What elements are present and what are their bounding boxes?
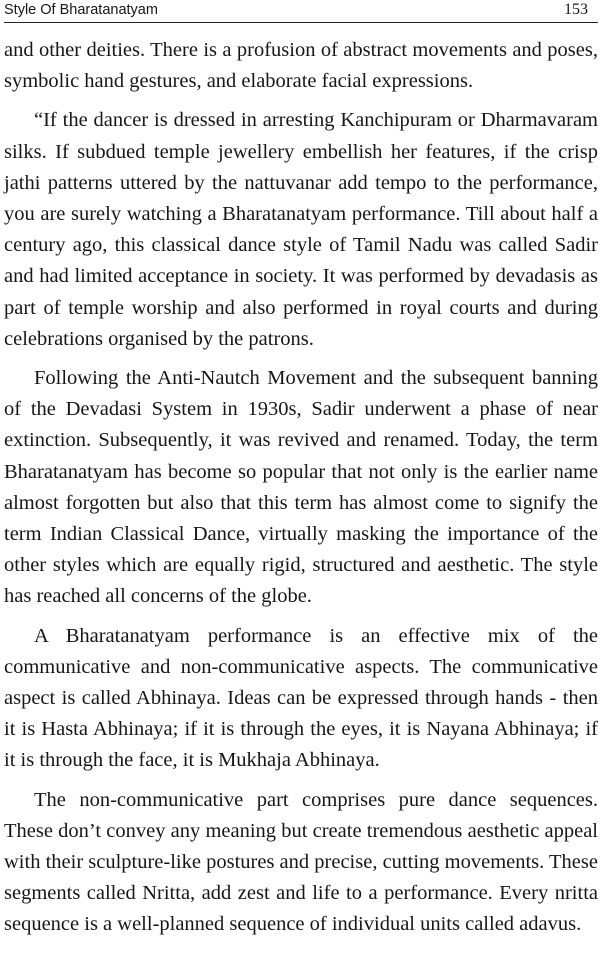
page-number: 153 [564,1,588,18]
paragraph-4: A Bharatanatyam performance is an effective mix of the communicative and non-communicative aspects. The communicative aspect is called Abhinaya. Ideas can be expressed through hands - then it is Hasta Abhinaya; if it is through the eyes, it is Nayana Abhinaya; if it is through the face, it is Mukhaja Abhinaya. [4,624,598,772]
running-header [4,0,598,23]
paragraph-5: The non-communicative part comprises pure dance sequences. These don’t convey any meaning but create tremendous aesthetic appeal with their sculpture-like postures and precise, cutting movements. These segments called Nritta, add zest and life to a performance. Every nritta sequence is a well-planned sequence of individual units called adavus. [4,788,598,936]
body-text [4,35,598,949]
paragraph-3: Following the Anti-Nautch Movement and the subsequent banning of the Devadasi System in 1930s, Sadir underwent a phase of near extinction. Subsequently, it was revived and renamed. Today, the term Bharatanatyam has become so popular that not only is the earlier name almost forgotten but also that this term has almost come to signify the term Indian Classical Dance, virtually masking the importance of the other styles which are equally rigid, structured and aesthetic. The style has reached all concerns of the globe. [4,367,598,608]
running-title: Style Of Bharatanatyam [4,2,158,18]
paragraph-1: and other deities. There is a profusion of abstract movements and poses, symbolic hand gestures, and elaborate facial expressions. [4,39,598,93]
paragraph-2: “If the dancer is dressed in arresting Kanchipuram or Dharmavaram silks. If subdued temple jewellery embellish her features, if the crisp jathi patterns uttered by the nattuvanar add tempo to the performance, you are surely watching a Bharatanatyam performance. Till about half a century ago, this classical dance style of Tamil Nadu was called Sadir and had limited acceptance in society. It was performed by devadasis as part of temple worship and also performed in royal courts and during celebrations organised by the patrons. [4,109,598,350]
